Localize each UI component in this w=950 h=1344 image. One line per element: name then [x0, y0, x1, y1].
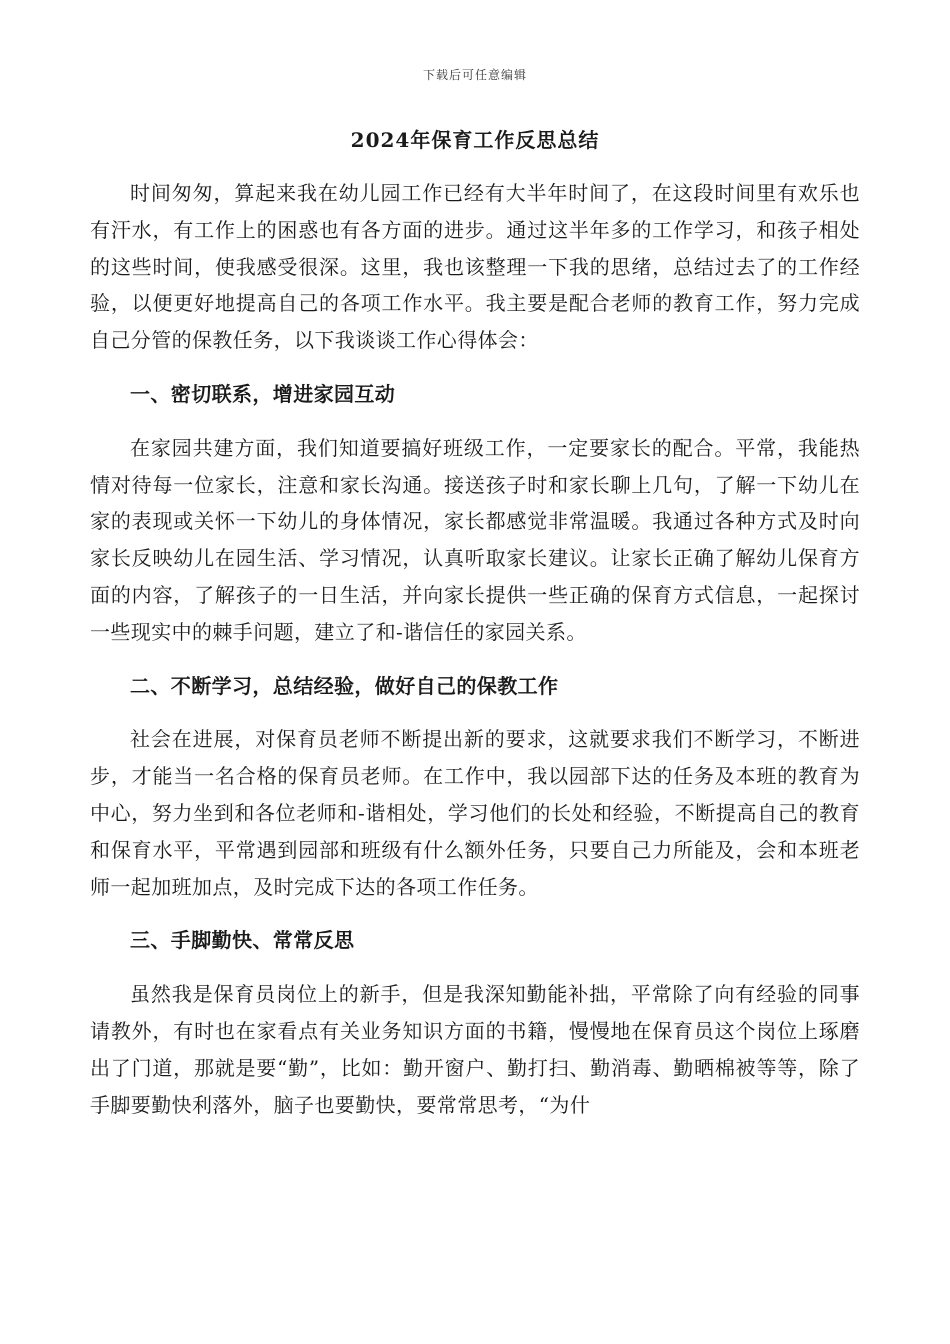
section-paragraph-1: 在家园共建方面，我们知道要搞好班级工作，一定要家长的配合。平常，我能热情对待每一位家长，注意和家长沟通。接送孩子时和家长聊上几句，了解一下幼儿在家的表现或关怀一下幼儿的身体情况，家长都感觉非常温暖。我通过各种方式及时向家长反映幼儿在园生活、学习情况，认真听取家长建议。让家长正确了解幼儿保育方面的内容，了解孩子的一日生活，并向家长提供一些正确的保育方式信息，一起探讨一些现实中的棘手问题，建立了和-谐信任的家园关系。 — [90, 435, 860, 644]
document-title: 2024年保育工作反思总结 — [350, 128, 600, 152]
section-heading-2: 二、不断学习，总结经验，做好自己的保教工作 — [130, 673, 559, 698]
section-heading-3: 三、手脚勤快、常常反思 — [130, 928, 355, 953]
section-heading-1: 一、密切联系，增进家园互动 — [130, 381, 396, 406]
section-paragraph-2: 社会在进展，对保育员老师不断提出新的要求，这就要求我们不断学习，不断进步，才能当一名合格的保育员老师。在工作中，我以园部下达的任务及本班的教育为中心，努力坐到和各位老师和-谐相处，学习他们的长处和经验，不断提高自己的教育和保育水平，平常遇到园部和班级有什么额外任务，只要自己力所能及，会和本班老师一起加班加点，及时完成下达的各项工作任务。 — [90, 727, 860, 899]
document-body — [90, 175, 860, 1123]
header-note: 下载后可任意编辑 — [422, 68, 527, 82]
intro-paragraph: 时间匆匆，算起来我在幼儿园工作已经有大半年时间了，在这段时间里有欢乐也有汗水，有工作上的困惑也有各方面的进步。通过这半年多的工作学习，和孩子相处的这些时间，使我感受很深。这里，我也该整理一下我的思绪，总结过去了的工作经验，以便更好地提高自己的各项工作水平。我主要是配合老师的教育工作，努力完成自己分管的保教任务，以下我谈谈工作心得体会： — [90, 181, 860, 353]
section-paragraph-3: 虽然我是保育员岗位上的新手，但是我深知勤能补拙，平常除了向有经验的同事请教外，有时也在家看点有关业务知识方面的书籍，慢慢地在保育员这个岗位上琢磨出了门道，那就是要“勤”，比如：勤开窗户、勤打扫、勤消毒、勤晒棉被等等，除了手脚要勤快利落外，脑子也要勤快，要常常思考，“为什 — [90, 982, 860, 1117]
